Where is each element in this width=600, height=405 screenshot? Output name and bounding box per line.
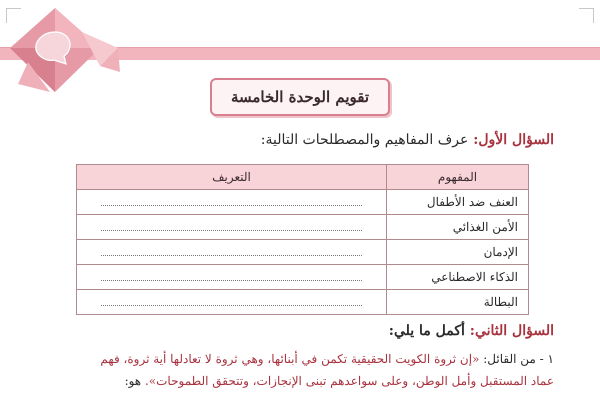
concept-cell: العنف ضد الأطفال <box>387 190 529 215</box>
question-1-text: عرف المفاهيم والمصطلحات التالية: <box>260 132 469 148</box>
item-1-suffix: هو: <box>124 374 142 388</box>
dotted-line <box>101 255 362 256</box>
crop-mark-top-right <box>579 8 594 23</box>
definition-blank[interactable] <box>77 215 387 240</box>
question-2-item-1 <box>44 348 554 392</box>
unit-title-box <box>210 78 390 116</box>
header-concept: المفهوم <box>387 165 529 190</box>
definition-blank[interactable] <box>77 290 387 315</box>
definitions-table <box>76 164 529 315</box>
definition-blank[interactable] <box>77 265 387 290</box>
question-1-label: السؤال الأول: <box>473 132 554 148</box>
unit-title: تقويم الوحدة الخامسة <box>230 88 370 106</box>
dotted-line <box>101 305 362 306</box>
concept-cell: الإدمان <box>387 240 529 265</box>
item-1-quote-line-2: عماد المستقبل وأمل الوطن، وعلى سواعدهم تبنى الإنجازات، وتتحقق الطموحات». <box>144 374 554 388</box>
table-row <box>77 240 529 265</box>
table-row <box>77 190 529 215</box>
kuwait-map-decoration <box>0 0 130 110</box>
table-row <box>77 215 529 240</box>
dotted-line <box>101 280 362 281</box>
concept-cell: الأمن الغذائي <box>387 215 529 240</box>
concept-cell: الذكاء الاصطناعي <box>387 265 529 290</box>
question-2-label: السؤال الثاني: <box>469 323 554 339</box>
question-2-text: أكمل ما يلي: <box>388 323 465 339</box>
table-row <box>77 290 529 315</box>
item-1-prefix: من القائل: <box>483 352 536 366</box>
dotted-line <box>101 230 362 231</box>
question-2-heading <box>389 323 554 339</box>
table-row <box>77 265 529 290</box>
item-number: ١ - <box>539 352 554 366</box>
definition-blank[interactable] <box>77 190 387 215</box>
item-1-line-2 <box>44 370 554 392</box>
definition-blank[interactable] <box>77 240 387 265</box>
item-1-quote-line-1: «إن ثروة الكويت الحقيقية تكمن في أبنائها، وهي ثروة لا تعادلها أية ثروة، فهم <box>100 352 480 366</box>
dotted-line <box>101 205 362 206</box>
item-1-line-1 <box>44 348 554 370</box>
concept-cell: البطالة <box>387 290 529 315</box>
header-definition: التعريف <box>77 165 387 190</box>
table-header-row <box>77 165 529 190</box>
question-1-heading <box>261 132 554 148</box>
